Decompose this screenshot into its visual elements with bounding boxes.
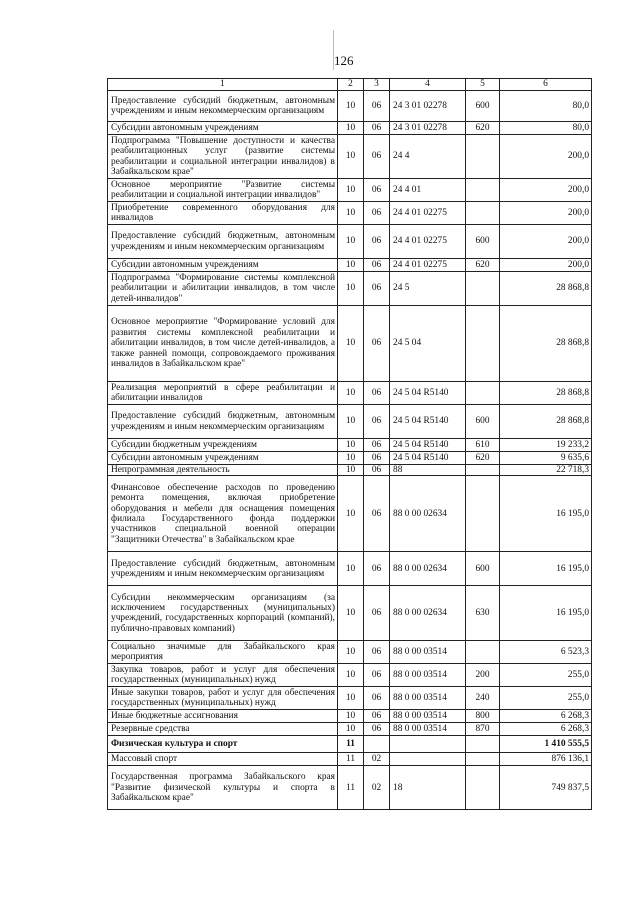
subsection-cell: 06: [364, 122, 390, 135]
subsection-cell: 06: [364, 91, 390, 122]
subsection-cell: 06: [364, 465, 390, 476]
amount-cell: 19 233,2: [500, 439, 592, 452]
target-code-cell: 88 0 00 03514: [390, 723, 466, 736]
amount-cell: 255,0: [500, 664, 592, 687]
target-code-cell: 24 5 04 R5140: [390, 405, 466, 439]
row-name-cell: Подпрограмма "Повышение доступности и качества реабилитационных услуг (развитие системы реабилитации и социальной интеграции инвалидов) в Забайкальском крае": [108, 135, 338, 179]
table-row: [108, 753, 592, 766]
table-row: [108, 135, 592, 179]
section-cell: 11: [338, 766, 364, 810]
section-cell: 10: [338, 452, 364, 465]
amount-cell: 1 410 555,5: [500, 736, 592, 753]
table-row: [108, 687, 592, 710]
header-cell: 3: [364, 79, 390, 91]
amount-cell: 28 868,8: [500, 306, 592, 382]
row-name-cell: Резервные средства: [108, 723, 338, 736]
table-row: [108, 225, 592, 259]
section-cell: 10: [338, 272, 364, 306]
section-cell: 10: [338, 664, 364, 687]
section-cell: 10: [338, 202, 364, 225]
table-row: [108, 710, 592, 723]
target-code-cell: 88 0 00 02634: [390, 586, 466, 641]
table-row: [108, 306, 592, 382]
expense-type-cell: [466, 202, 500, 225]
expense-type-cell: 610: [466, 439, 500, 452]
amount-cell: 200,0: [500, 202, 592, 225]
table-row: [108, 405, 592, 439]
section-cell: 10: [338, 465, 364, 476]
target-code-cell: 24 4 01: [390, 179, 466, 202]
subsection-cell: 06: [364, 664, 390, 687]
header-cell: 2: [338, 79, 364, 91]
target-code-cell: 24 5 04: [390, 306, 466, 382]
target-code-cell: 88 0 00 03514: [390, 664, 466, 687]
section-cell: 10: [338, 552, 364, 586]
expense-type-cell: [466, 465, 500, 476]
target-code-cell: 24 5 04 R5140: [390, 439, 466, 452]
subsection-cell: [364, 736, 390, 753]
row-name-cell: Предоставление субсидий бюджетным, автономным учреждениям и иным некоммерческим организациям: [108, 405, 338, 439]
subsection-cell: 06: [364, 225, 390, 259]
subsection-cell: 06: [364, 272, 390, 306]
table-row: [108, 664, 592, 687]
amount-cell: 876 136,1: [500, 753, 592, 766]
expense-type-cell: [466, 736, 500, 753]
table-row: [108, 723, 592, 736]
table-row: [108, 179, 592, 202]
table-row: [108, 452, 592, 465]
subsection-cell: 06: [364, 586, 390, 641]
row-name-cell: Приобретение современного оборудования для инвалидов: [108, 202, 338, 225]
table-row: [108, 202, 592, 225]
section-cell: 10: [338, 476, 364, 552]
target-code-cell: [390, 753, 466, 766]
table-row: [108, 382, 592, 405]
amount-cell: 28 868,8: [500, 382, 592, 405]
expense-type-cell: 600: [466, 405, 500, 439]
table-row: [108, 476, 592, 552]
page-number: 126: [334, 53, 354, 68]
row-name-cell: Государственная программа Забайкальского края "Развитие физической культуры и спорта в Забайкальском крае": [108, 766, 338, 810]
table-row: [108, 552, 592, 586]
target-code-cell: [390, 736, 466, 753]
amount-cell: 16 195,0: [500, 552, 592, 586]
target-code-cell: 24 4: [390, 135, 466, 179]
amount-cell: 6 268,3: [500, 723, 592, 736]
amount-cell: 16 195,0: [500, 476, 592, 552]
section-cell: 10: [338, 122, 364, 135]
expense-type-cell: 620: [466, 259, 500, 272]
amount-cell: 9 635,6: [500, 452, 592, 465]
table-row: [108, 766, 592, 810]
subsection-cell: 06: [364, 439, 390, 452]
subsection-cell: 06: [364, 710, 390, 723]
amount-cell: 80,0: [500, 91, 592, 122]
amount-cell: 16 195,0: [500, 586, 592, 641]
subsection-cell: 06: [364, 641, 390, 664]
expense-type-cell: [466, 476, 500, 552]
expense-type-cell: 620: [466, 452, 500, 465]
expense-type-cell: [466, 382, 500, 405]
row-name-cell: Предоставление субсидий бюджетным, автономным учреждениям и иным некоммерческим организациям: [108, 225, 338, 259]
row-name-cell: Предоставление субсидий бюджетным, автономным учреждениям и иным некоммерческим организациям: [108, 552, 338, 586]
section-cell: 10: [338, 91, 364, 122]
expense-type-cell: 630: [466, 586, 500, 641]
section-cell: 10: [338, 382, 364, 405]
row-name-cell: Иные закупки товаров, работ и услуг для обеспечения государственных (муниципальных) нужд: [108, 687, 338, 710]
target-code-cell: 24 4 01 02275: [390, 259, 466, 272]
row-name-cell: Иные бюджетные ассигнования: [108, 710, 338, 723]
row-name-cell: Физическая культура и спорт: [108, 736, 338, 753]
header-cell: 6: [500, 79, 592, 91]
section-cell: 10: [338, 586, 364, 641]
table-row: [108, 641, 592, 664]
row-name-cell: Подпрограмма "Формирование системы комплексной реабилитации и абилитации инвалидов, в том числе детей-инвалидов": [108, 272, 338, 306]
subsection-cell: 06: [364, 179, 390, 202]
subsection-cell: 06: [364, 306, 390, 382]
amount-cell: 200,0: [500, 225, 592, 259]
section-cell: 10: [338, 225, 364, 259]
subsection-cell: 06: [364, 135, 390, 179]
expense-type-cell: 600: [466, 552, 500, 586]
expense-type-cell: [466, 179, 500, 202]
row-name-cell: Субсидии автономным учреждениям: [108, 122, 338, 135]
expense-type-cell: 620: [466, 122, 500, 135]
target-code-cell: 24 3 01 02278: [390, 122, 466, 135]
target-code-cell: 88 0 00 03514: [390, 710, 466, 723]
expense-type-cell: [466, 766, 500, 810]
row-name-cell: Закупка товаров, работ и услуг для обеспечения государственных (муниципальных) нужд: [108, 664, 338, 687]
target-code-cell: 88 0 00 02634: [390, 476, 466, 552]
section-cell: 10: [338, 306, 364, 382]
section-cell: 10: [338, 641, 364, 664]
amount-cell: 255,0: [500, 687, 592, 710]
target-code-cell: 24 3 01 02278: [390, 91, 466, 122]
row-name-cell: Основное мероприятие "Формирование условий для развития системы комплексной реабилитации и абилитации инвалидов, в том числе детей-инвалидов, а также ранней помощи, сопровождаемого проживания инвалидов в Забайкальском крае": [108, 306, 338, 382]
subsection-cell: 06: [364, 405, 390, 439]
target-code-cell: 88 0 00 02634: [390, 552, 466, 586]
table-row: [108, 259, 592, 272]
subsection-cell: 06: [364, 452, 390, 465]
section-cell: 11: [338, 736, 364, 753]
row-name-cell: Непрограммная деятельность: [108, 465, 338, 476]
expense-type-cell: 200: [466, 664, 500, 687]
amount-cell: 6 523,3: [500, 641, 592, 664]
expense-type-cell: [466, 135, 500, 179]
section-cell: 10: [338, 259, 364, 272]
amount-cell: 200,0: [500, 135, 592, 179]
table-row: [108, 272, 592, 306]
amount-cell: 22 718,3: [500, 465, 592, 476]
subsection-cell: 06: [364, 202, 390, 225]
target-code-cell: 24 4 01 02275: [390, 202, 466, 225]
expense-type-cell: 870: [466, 723, 500, 736]
row-name-cell: Субсидии некоммерческим организациям (за исключением государственных (муниципальных) учреждений, государственных корпораций (компаний), публично-правовых компаний): [108, 586, 338, 641]
expense-type-cell: [466, 306, 500, 382]
amount-cell: 200,0: [500, 179, 592, 202]
row-name-cell: Субсидии автономным учреждениям: [108, 452, 338, 465]
subsection-cell: 06: [364, 687, 390, 710]
table-row: [108, 465, 592, 476]
table-row: [108, 91, 592, 122]
expense-type-cell: [466, 641, 500, 664]
subsection-cell: 06: [364, 476, 390, 552]
amount-cell: 6 268,3: [500, 710, 592, 723]
section-cell: 10: [338, 135, 364, 179]
subsection-cell: 06: [364, 382, 390, 405]
subsection-cell: 02: [364, 753, 390, 766]
header-cell: 5: [466, 79, 500, 91]
target-code-cell: 88 0 00 03514: [390, 641, 466, 664]
table-row: [108, 586, 592, 641]
amount-cell: 200,0: [500, 259, 592, 272]
row-name-cell: Субсидии автономным учреждениям: [108, 259, 338, 272]
amount-cell: 749 837,5: [500, 766, 592, 810]
row-name-cell: Реализация мероприятий в сфере реабилитации и абилитации инвалидов: [108, 382, 338, 405]
row-name-cell: Массовый спорт: [108, 753, 338, 766]
row-name-cell: Субсидии бюджетным учреждениям: [108, 439, 338, 452]
section-cell: 10: [338, 723, 364, 736]
row-name-cell: Предоставление субсидий бюджетным, автономным учреждениям и иным некоммерческим организациям: [108, 91, 338, 122]
row-name-cell: Финансовое обеспечение расходов по проведению ремонта помещения, включая приобретение оборудования и мебели для оснащения помещения филиала Государственного фонда поддержки участников специальной военной операции "Защитники Отечества" в Забайкальском крае: [108, 476, 338, 552]
target-code-cell: 24 4 01 02275: [390, 225, 466, 259]
table-row: [108, 122, 592, 135]
target-code-cell: 18: [390, 766, 466, 810]
section-cell: 10: [338, 405, 364, 439]
expense-type-cell: 240: [466, 687, 500, 710]
header-cell: 4: [390, 79, 466, 91]
subsection-cell: 06: [364, 552, 390, 586]
row-name-cell: Основное мероприятие "Развитие системы реабилитации и социальной интеграции инвалидов": [108, 179, 338, 202]
section-cell: 10: [338, 179, 364, 202]
subsection-cell: 06: [364, 723, 390, 736]
expense-type-cell: [466, 753, 500, 766]
subsection-cell: 06: [364, 259, 390, 272]
expense-type-cell: 800: [466, 710, 500, 723]
target-code-cell: 24 5: [390, 272, 466, 306]
target-code-cell: 88: [390, 465, 466, 476]
table-header-row: [108, 79, 592, 91]
amount-cell: 28 868,8: [500, 272, 592, 306]
expense-type-cell: 600: [466, 91, 500, 122]
target-code-cell: 88 0 00 03514: [390, 687, 466, 710]
target-code-cell: 24 5 04 R5140: [390, 382, 466, 405]
expense-type-cell: 600: [466, 225, 500, 259]
target-code-cell: 24 5 04 R5140: [390, 452, 466, 465]
section-cell: 10: [338, 710, 364, 723]
amount-cell: 28 868,8: [500, 405, 592, 439]
section-cell: 10: [338, 439, 364, 452]
table-row: [108, 736, 592, 753]
budget-table: [107, 78, 592, 810]
section-cell: 11: [338, 753, 364, 766]
amount-cell: 80,0: [500, 122, 592, 135]
row-name-cell: Социально значимые для Забайкальского края мероприятия: [108, 641, 338, 664]
subsection-cell: 02: [364, 766, 390, 810]
header-cell: 1: [108, 79, 338, 91]
expense-type-cell: [466, 272, 500, 306]
section-cell: 10: [338, 687, 364, 710]
table-row: [108, 439, 592, 452]
